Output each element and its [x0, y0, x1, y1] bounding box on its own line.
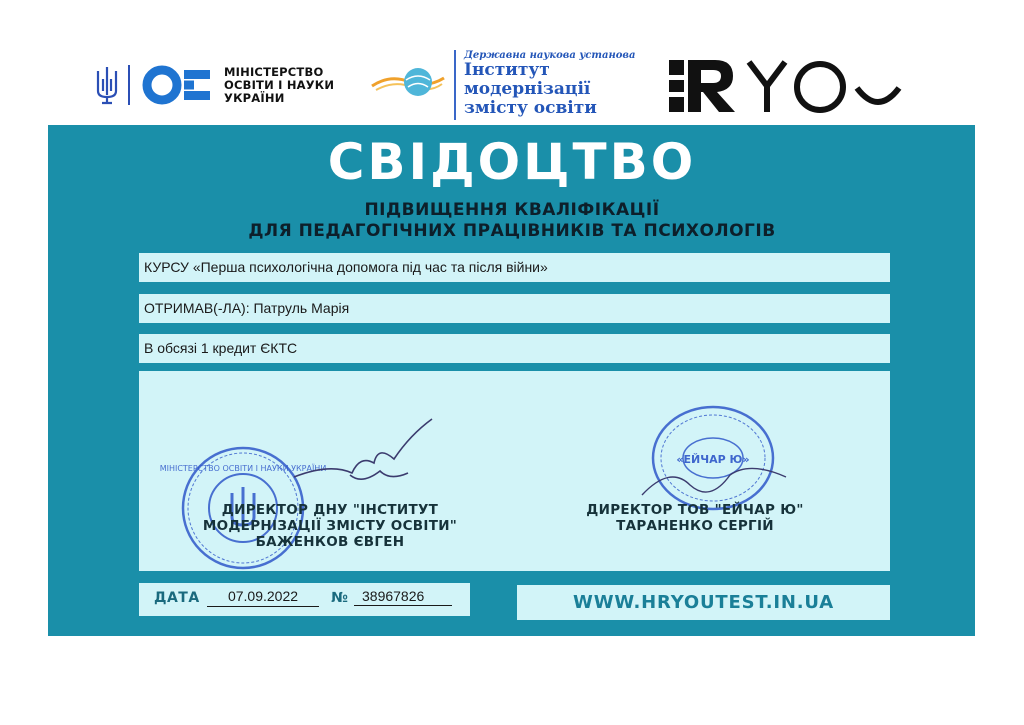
- date-value: 07.09.2022: [207, 586, 319, 607]
- institute-name: [464, 50, 635, 118]
- director-line: ДИРЕКТОР ТОВ "ЕЙЧАР Ю": [586, 502, 804, 518]
- website-url: WWW.HRYOUTEST.IN.UA: [517, 585, 890, 620]
- ministry-line: ОСВІТИ І НАУКИ: [224, 77, 335, 92]
- subtitle-line: ДЛЯ ПЕДАГОГІЧНИХ ПРАЦІВНИКІВ ТА ПСИХОЛОГІВ: [248, 221, 776, 241]
- right-director: [545, 502, 845, 534]
- director-line: ТАРАНЕНКО СЕРГІЙ: [616, 518, 774, 534]
- left-signature: [290, 415, 450, 495]
- hryou-logo: [667, 58, 902, 114]
- director-line: БАЖЕНКОВ ЄВГЕН: [255, 534, 405, 550]
- certificate-title: СВІДОЦТВО: [327, 133, 697, 191]
- header-logos: [0, 0, 1024, 125]
- date-label: ДАТА: [154, 590, 200, 606]
- course-field: КУРСУ «Перша психологічна допомога під час та після війни»: [139, 253, 890, 282]
- institute-emblem-icon: [370, 60, 446, 108]
- number-label: №: [331, 590, 348, 606]
- institute-subtitle: Державна наукова установа: [464, 50, 636, 61]
- left-director: [180, 502, 480, 550]
- logo-divider: [454, 50, 456, 120]
- recipient-field: ОТРИМАВ(-ЛА): Патруль Марія: [139, 294, 890, 323]
- right-stamp-text: «ЕЙЧАР Ю»: [676, 453, 750, 466]
- director-line: ДИРЕКТОР ДНУ "ІНСТИТУТ: [221, 502, 439, 518]
- ministry-line: УКРАЇНИ: [224, 90, 285, 105]
- institute-line: модернізації: [464, 79, 591, 99]
- date-number-box: [139, 583, 470, 616]
- ukraine-trident-icon: [94, 65, 120, 105]
- ministry-logo: [94, 62, 334, 108]
- number-value: 38967826: [354, 586, 452, 606]
- logo-divider: [128, 65, 130, 105]
- subtitle-line: ПІДВИЩЕННЯ КВАЛІФІКАЦІЇ: [364, 200, 660, 220]
- ministry-line: МІНІСТЕРСТВО: [224, 64, 324, 79]
- volume-field: В обсязі 1 кредит ЄКТС: [139, 334, 890, 363]
- certificate-subtitle: [0, 200, 1024, 242]
- institute-logo: [370, 50, 635, 120]
- right-signature: [640, 455, 790, 505]
- left-stamp-text: МІНІСТЕРСТВО ОСВІТИ І НАУКИ УКРАЇНИ: [159, 464, 327, 473]
- ministry-name: [224, 66, 334, 105]
- institute-line: Інститут: [464, 60, 550, 80]
- ministry-mark-icon: [142, 65, 216, 105]
- director-line: МОДЕРНІЗАЦІЇ ЗМІСТУ ОСВІТИ": [202, 518, 458, 534]
- institute-line: змісту освіти: [464, 98, 597, 118]
